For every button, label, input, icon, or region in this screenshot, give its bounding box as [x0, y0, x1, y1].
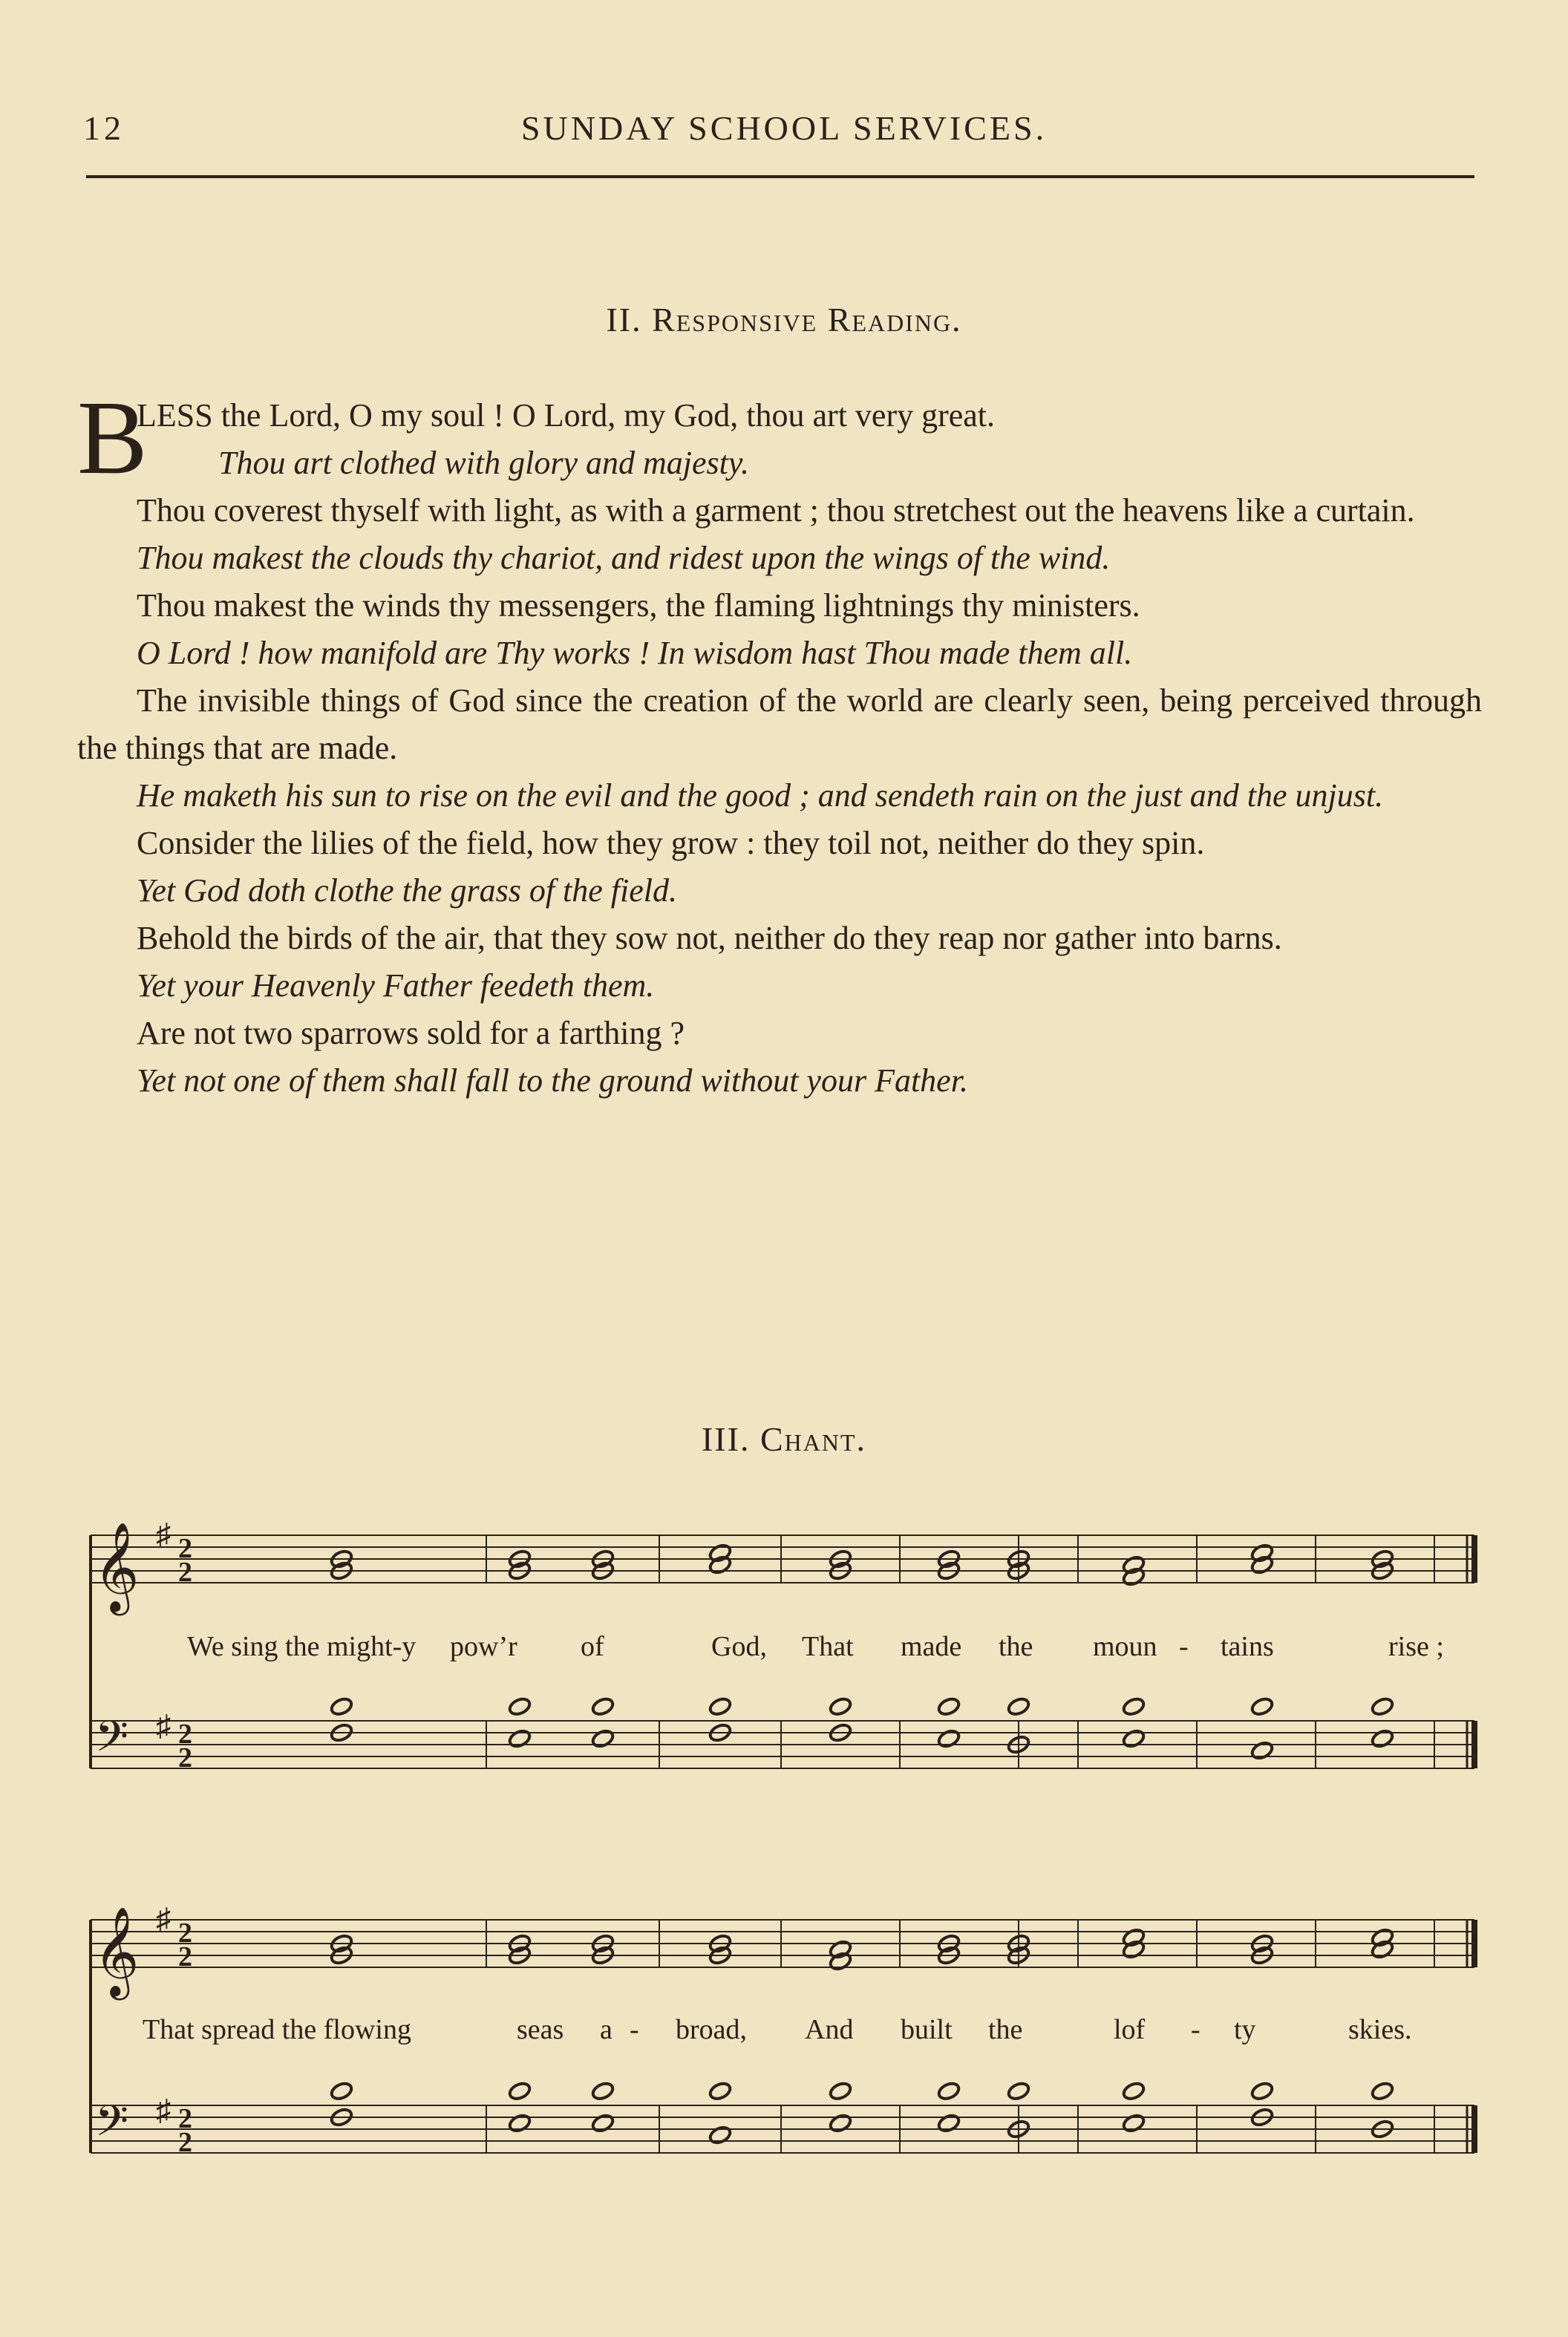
bass-note [937, 2081, 961, 2102]
sharp-icon: ♯ [156, 1517, 171, 1551]
response-verse: Yet not one of them shall fall to the ground without your Father. [137, 1062, 968, 1099]
response-text: Thou art clothed with glory and majesty. [218, 445, 749, 481]
treble-note [829, 1549, 853, 1569]
time-signature-numerator: 2 [178, 2103, 192, 2134]
bass-note [591, 2081, 615, 2102]
section-title-chant [0, 1419, 1568, 1459]
treble-note [330, 1549, 354, 1569]
bass-note [1371, 2081, 1395, 2102]
lyric-syllable: That spread the flowing [143, 2014, 411, 2045]
treble-note [1007, 1560, 1031, 1581]
treble-note [591, 1549, 615, 1569]
treble-note [708, 1945, 733, 1966]
lyric-syllable: We sing the might-y [187, 1631, 416, 1662]
treble-note [1007, 1945, 1031, 1966]
lyric-syllable: broad, [676, 2014, 748, 2045]
bass-note [708, 1696, 733, 1717]
bass-note [1122, 1728, 1146, 1749]
bass-note [937, 2113, 961, 2134]
bass-note [1122, 1696, 1146, 1717]
response-verse: Thou makest the clouds thy chariot, and ridest upon the wings of the wind. [137, 540, 1111, 576]
treble-note [937, 1549, 961, 1569]
section-heading: Chant. [760, 1420, 867, 1458]
treble-note [829, 1560, 853, 1581]
lyric-syllable: God, [711, 1631, 767, 1662]
header-rule [86, 175, 1474, 178]
bass-note [591, 1728, 615, 1749]
response-verse: O Lord ! how manifold are Thy works ! In wisdom hast Thou made them all. [137, 635, 1133, 671]
running-title: SUNDAY SCHOOL SERVICES. [520, 109, 1048, 147]
bass-note [829, 2081, 853, 2102]
treble-note [1250, 1945, 1275, 1966]
reading-verse: Thou coverest thyself with light, as with a garment ; thou stretchest out the heavens like a curtain. [137, 492, 1415, 529]
time-signature-denominator: 2 [178, 1557, 192, 1588]
bass-note [508, 2113, 532, 2134]
bass-note [1371, 1696, 1395, 1717]
bass-note [591, 2113, 615, 2134]
lyric-syllable: skies. [1348, 2014, 1412, 2045]
lyric-syllable: - [1191, 2014, 1200, 2045]
bass-note [1007, 2119, 1031, 2140]
lyric-syllable: of [581, 1631, 604, 1662]
lyric-syllable: a [600, 2014, 612, 2045]
treble-note [1007, 1549, 1031, 1569]
lyric-syllable: - [630, 2014, 639, 2045]
sharp-icon: ♯ [156, 1902, 171, 1935]
treble-note [1371, 1939, 1395, 1960]
bass-note [1007, 2081, 1031, 2102]
bass-note [829, 1696, 853, 1717]
treble-note [829, 1951, 853, 1972]
lyric-syllable: And [805, 2014, 854, 2045]
treble-note [1371, 1560, 1395, 1581]
bass-note [330, 2081, 354, 2102]
treble-clef-icon: 𝄞 [94, 1525, 140, 1610]
lyric-syllable: moun [1093, 1631, 1157, 1662]
bass-note [508, 2081, 532, 2102]
treble-note [591, 1933, 615, 1954]
bass-note [330, 1696, 354, 1717]
lyric-syllable: the [999, 1631, 1033, 1662]
treble-note [937, 1933, 961, 1954]
bass-note [508, 1696, 532, 1717]
treble-note [829, 1939, 853, 1960]
bass-note [1007, 1734, 1031, 1755]
treble-note [508, 1560, 532, 1581]
section-heading: Responsive Reading. [652, 301, 962, 339]
sharp-icon: ♯ [156, 2094, 171, 2127]
lyric-syllable: built [901, 2014, 953, 2045]
bass-note [937, 1696, 961, 1717]
time-signature-denominator: 2 [178, 2127, 192, 2158]
bass-note [1007, 1696, 1031, 1717]
time-signature-numerator: 2 [178, 1719, 192, 1750]
treble-note [708, 1555, 733, 1575]
section-numeral: II. [606, 301, 642, 339]
bass-note [829, 1722, 853, 1743]
treble-note [591, 1945, 615, 1966]
lyric-syllable: lof [1114, 2014, 1146, 2045]
lyric-syllable: rise ; [1388, 1631, 1444, 1662]
treble-note [708, 1933, 733, 1954]
bass-note [508, 1728, 532, 1749]
response-verse: He maketh his sun to rise on the evil and the good ; and sendeth rain on the just and the unjust. [137, 777, 1384, 814]
bass-note [1250, 1740, 1275, 1761]
bass-note [937, 1728, 961, 1749]
treble-note [508, 1933, 532, 1954]
verse-text: LESS the Lord, O my soul ! O Lord, my God, thou art very great. [137, 397, 996, 434]
responsive-reading [77, 379, 1482, 1105]
sharp-icon: ♯ [156, 1709, 171, 1742]
treble-clef-icon: 𝄞 [94, 1909, 140, 1995]
reading-verse: Are not two sparrows sold for a farthing ? [137, 1015, 685, 1051]
treble-note [330, 1560, 354, 1581]
reading-verse: The invisible things of God since the creation of the world are clearly seen, being perceived through the things that are made. [77, 682, 1482, 766]
treble-note [1122, 1927, 1146, 1948]
time-signature-denominator: 2 [178, 1742, 192, 1774]
section-title-reading [0, 300, 1568, 339]
lyric-syllable: the [988, 2014, 1023, 2045]
bass-note [1122, 2081, 1146, 2102]
bass-clef-icon: 𝄢 [95, 1714, 129, 1771]
response-verse: Yet God doth clothe the grass of the field. [137, 872, 677, 909]
verse-list [77, 487, 1482, 1105]
treble-note [937, 1945, 961, 1966]
treble-note [1250, 1933, 1275, 1954]
bass-note [708, 2081, 733, 2102]
lyric-syllable: ty [1234, 2014, 1256, 2045]
treble-note [591, 1560, 615, 1581]
bass-note [330, 2107, 354, 2128]
reading-first-verse [77, 379, 1482, 496]
bass-note [1371, 2119, 1395, 2140]
treble-note [1371, 1549, 1395, 1569]
reading-verse: Thou makest the winds thy messengers, the flaming lightnings thy ministers. [137, 587, 1140, 624]
time-signature-denominator: 2 [178, 1941, 192, 1972]
bass-clef-icon: 𝄢 [95, 2099, 129, 2156]
treble-note [330, 1933, 354, 1954]
bass-note [1250, 2107, 1275, 2128]
reading-verse: Behold the birds of the air, that they sow not, neither do they reap nor gather into barns. [137, 920, 1282, 956]
treble-note [508, 1549, 532, 1569]
page-number: 12 [83, 109, 125, 147]
treble-note [1250, 1543, 1275, 1563]
bass-note [708, 1722, 733, 1743]
treble-note [1122, 1555, 1146, 1575]
treble-note [1371, 1927, 1395, 1948]
lyric-syllable: That [802, 1631, 854, 1662]
treble-note [1122, 1566, 1146, 1587]
treble-note [1122, 1939, 1146, 1960]
treble-note [937, 1560, 961, 1581]
treble-note [1250, 1555, 1275, 1575]
treble-note [708, 1543, 733, 1563]
lyric-syllable: - [1179, 1631, 1189, 1662]
response-verse: Yet your Heavenly Father feedeth them. [137, 967, 655, 1004]
time-signature-numerator: 2 [178, 1533, 192, 1564]
bass-note [330, 1722, 354, 1743]
bass-note [708, 2125, 733, 2145]
section-numeral: III. [701, 1420, 751, 1458]
bass-note [1122, 2113, 1146, 2134]
treble-note [1007, 1933, 1031, 1954]
bass-note [1371, 1728, 1395, 1749]
lyric-syllable: pow’r [450, 1631, 517, 1662]
treble-note [508, 1945, 532, 1966]
bass-note [1250, 1696, 1275, 1717]
lyric-syllable: seas [517, 2014, 564, 2045]
drop-cap: B [77, 379, 148, 496]
bass-note [591, 1696, 615, 1717]
bass-note [829, 2113, 853, 2134]
time-signature-numerator: 2 [178, 1918, 192, 1949]
lyric-syllable: made [901, 1631, 962, 1662]
bass-note [1250, 2081, 1275, 2102]
treble-note [330, 1945, 354, 1966]
lyric-syllable: tains [1221, 1631, 1274, 1662]
reading-verse: Consider the lilies of the field, how they grow : they toil not, neither do they spin. [137, 825, 1205, 861]
